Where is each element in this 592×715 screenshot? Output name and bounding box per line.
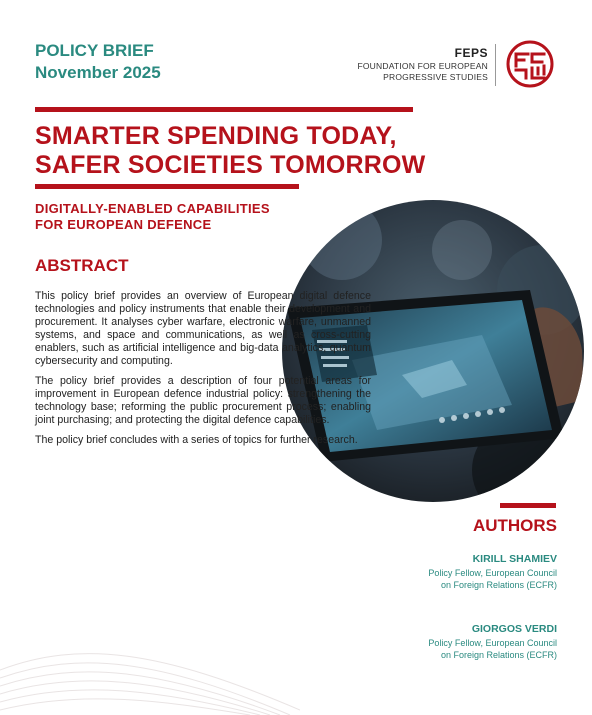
abstract-heading: ABSTRACT xyxy=(35,256,129,275)
author-role-line-2: on Foreign Relations (ECFR) xyxy=(440,649,557,660)
title-line-2: SAFER SOCIETIES TOMORROW xyxy=(35,151,426,179)
abstract-paragraph: This policy brief provides an overview of European digital defence technologies and policy instruments that enable their development and procurement. It analyses cyber warfare, electronic warfare, unmanned systems, and space and communications, as well as cross-cutting enablers, such as artificial intelligence and big-data analytics, quantum cybersecurity and computing. xyxy=(35,290,371,367)
logo-abbreviation: FEPS xyxy=(454,46,488,60)
logo-divider xyxy=(495,44,496,86)
author-role-line-1: Policy Fellow, European Council xyxy=(428,638,557,648)
author-role-line-1: Policy Fellow, European Council xyxy=(428,568,557,578)
author-role xyxy=(357,638,557,661)
abstract-paragraph: The policy brief provides a description of four potential areas for improvement in European defence industrial policy: strengthening the technology base; reforming the public procurement process; enabling joint purchasing; and protecting the digital defence capabilities. xyxy=(35,375,371,426)
abstract-paragraph: The policy brief concludes with a series of topics for further research. xyxy=(35,434,358,446)
subtitle-line-1: DIGITALLY-ENABLED CAPABILITIES xyxy=(35,201,270,216)
decorative-wave-lines xyxy=(0,560,300,715)
author-entry xyxy=(357,553,557,591)
abstract-body xyxy=(35,290,371,454)
publication-date: November 2025 xyxy=(35,63,161,82)
page-title xyxy=(35,122,505,180)
title-line-1: SMARTER SPENDING TODAY, xyxy=(35,122,397,150)
logo-line-1: FOUNDATION FOR EUROPEAN xyxy=(357,61,488,71)
top-rule xyxy=(35,107,413,112)
subtitle xyxy=(35,201,270,233)
authors-heading: AUTHORS xyxy=(472,516,557,535)
author-role xyxy=(357,568,557,591)
logo-text xyxy=(357,45,488,83)
authors-rule xyxy=(500,503,556,508)
author-name: GIORGOS VERDI xyxy=(471,623,557,635)
author-entry xyxy=(357,623,557,661)
logo-line-2: PROGRESSIVE STUDIES xyxy=(383,72,488,82)
author-name: KIRILL SHAMIEV xyxy=(472,553,557,565)
document-type: POLICY BRIEF xyxy=(35,41,154,60)
subtitle-line-2: FOR EUROPEAN DEFENCE xyxy=(35,217,212,232)
feps-logo-mark-icon xyxy=(506,40,554,88)
feps-logo xyxy=(326,40,556,88)
title-rule xyxy=(35,184,299,189)
document-kicker xyxy=(35,40,161,84)
author-role-line-2: on Foreign Relations (ECFR) xyxy=(440,579,557,590)
